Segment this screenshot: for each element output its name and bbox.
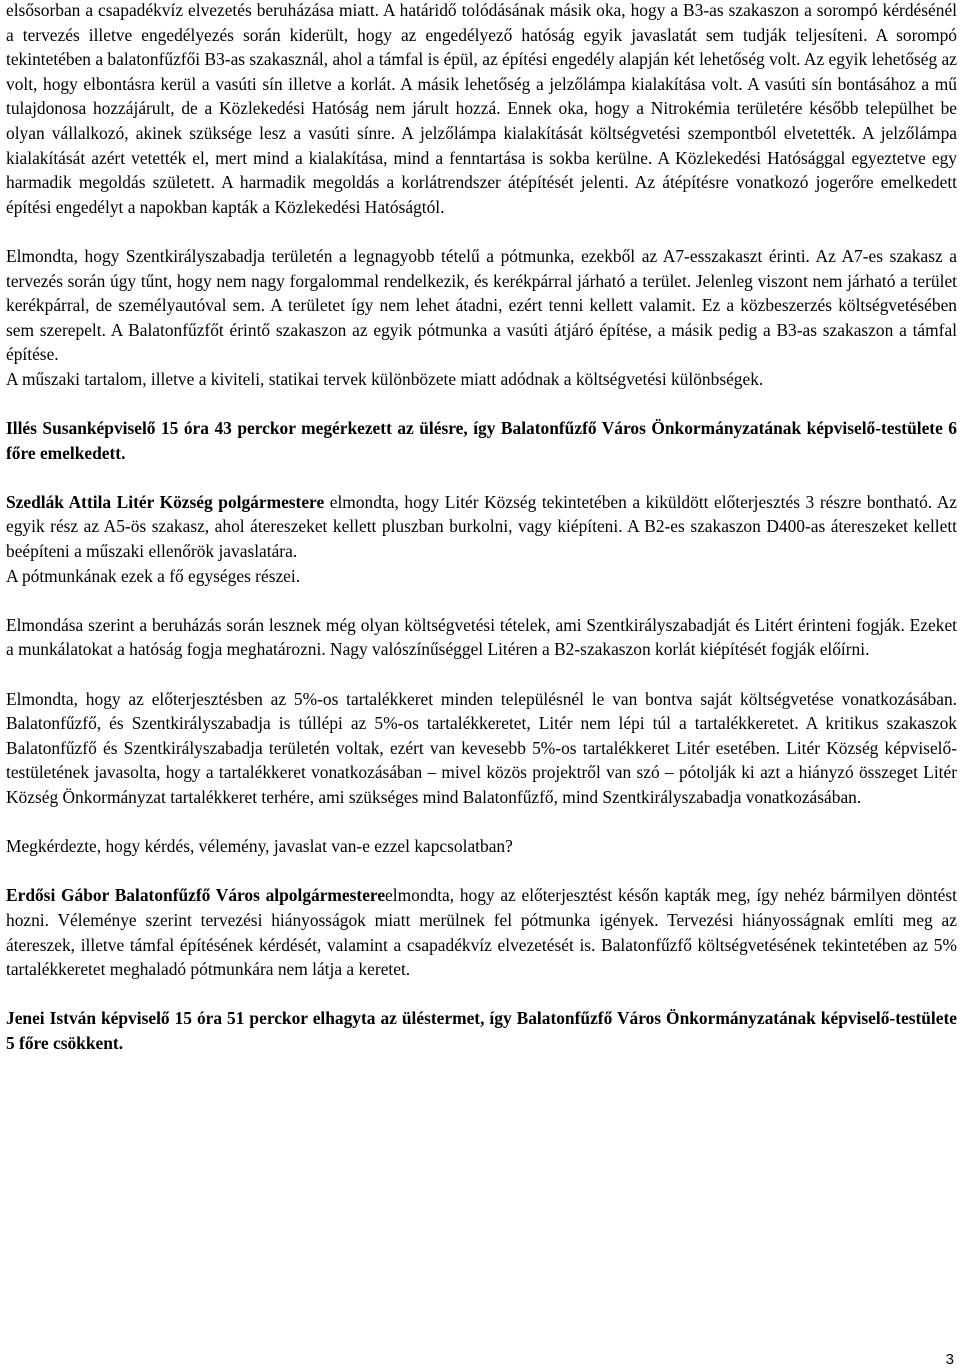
paragraph-railway-barrier: elsősorban a csapadékvíz elvezetés beruházása miatt. A határidő tolódásának másik oka, hogy a B3-as szakaszon a sorompó kérdésénél a tervezés illetve engedélyezés során kiderült, hogy az engedélyező hatóság egyik javaslatát sem tudják teljesíteni. A sorompó tekintetében a balatonfűzfői B3-as szakasznál, ahol a támfal is épül, az építési engedély alapján két lehetőség volt. Az egyik lehetőség az volt, hogy elbontásra kerül a vasúti sín illetve a korlát. A másik lehetőség a jelzőlámpa kialakítása volt. A vasúti sín bontásához a mű tulajdonosa hozzájárult, de a Közlekedési Hatóság nem járult hozzá. Ennek oka, hogy a Nitrokémia területére később települhet be olyan vállalkozó, akinek szüksége lesz a vasúti sínre. A jelzőlámpa kialakítását költségvetési szempontból elvetették. A jelzőlámpa kialakítását azért vetették el, mert mind a kialakítása, mind a fenntartása is sokba kerülne. A Közlekedési Hatósággal egyeztetve egy harmadik megoldás született. A harmadik megoldás a korlátrendszer átépítését jelenti. Az átépítésre vonatkozó jogerőre emelkedett építési engedélyt a napokban kapták a Közlekedési Hatóságtól. — [6, 0, 957, 217]
paragraph-liter-mayor — [6, 490, 957, 564]
paragraph-arrival-notice: Illés Susanképviselő 15 óra 43 perckor megérkezett az ülésre, így Balatonfűzfő Város Önkormányzatának képviselő-testülete 6 főre emelkedett. — [6, 418, 957, 463]
speaker-statement: elmondta, hogy Litér Község tekintetében a kiküldött előterjesztés 3 részre bontható. Az egyik rész az A5-ös szakasz, ahol átereszeket kellett pluszban burkolni, vagy kiépíteni. A B2-es szakaszon D400-as átereszeket kellett beépíteni a műszaki ellenőrök javaslatára. — [6, 491, 957, 562]
paragraph-reserve-fund: Elmondta, hogy az előterjesztésben az 5%-os tartalékkeret minden településnél le van bontva saját költségvetése vonatkozásában. Balatonfűzfő, és Szentkirályszabadja is túllépi az 5%-os tartalékkeretet, Litér nem lépi túl a tartalékkeretet. A kritikus szakaszok Balatonfűzfő és Szentkirályszabadja területén voltak, ezért van kevesebb 5%-os tartalékkeret Litér esetében. Litér Község képviselő-testületének javasolta, hogy a tartalékkeret vonatkozásában – mivel közös projektről van szó – pótolják ki azt a hiányzó összeget Litér Község Önkormányzat tartalékkeret terhére, ami szükséges mind Balatonfűzfő, mind Szentkirályszabadja vonatkozásában. — [6, 688, 957, 807]
speaker-name: Szedlák Attila Litér Község polgármestere — [6, 491, 325, 512]
paragraph-departure-notice: Jenei István képviselő 15 óra 51 perckor elhagyta az üléstermet, így Balatonfűzfő Város Önkormányzatának képviselő-testülete 5 főre csökkent. — [6, 1008, 957, 1053]
paragraph-deputy-mayor — [6, 883, 957, 981]
page-number: 3 — [945, 1351, 954, 1368]
paragraph-cost-difference: A műszaki tartalom, illetve a kiviteli, statikai tervek különbözete miatt adódnak a költségvetési különbségek. — [6, 368, 764, 389]
speaker-statement: elmondta, hogy az előterjesztést későn kapták meg, így nehéz bármilyen döntést hozni. Véleménye szerint tervezési hiányosságok miatt merülnek fel pótmunka igények. Tervezési hiányosságnak említi meg az átereszek, illetve támfal építésének kérdését, valamint a csapadékvíz elvezetését is. Balatonfűzfő költségvetésének tekintetében az 5% tartalékkeretet meghaladó pótmunkára nem látja a keretet. — [6, 885, 957, 980]
document-page — [6, 0, 957, 1056]
paragraph-future-items: Elmondása szerint a beruházás során lesznek még olyan költségvetési tételek, ami Szentkirályszabadját és Litért érinteni fogják. Ezeket a munkálatokat a hatóság fogja meghatározni. Nagy valószínűséggel Litéren a B2-szakaszon korlát kiépítését fogják előírni. — [6, 614, 957, 660]
paragraph-question: Megkérdezte, hogy kérdés, vélemény, javaslat van-e ezzel kapcsolatban? — [6, 836, 513, 857]
speaker-name: Erdősi Gábor Balatonfűzfő Város alpolgármestere — [6, 885, 386, 906]
paragraph-szentkiralyszabadja: Elmondta, hogy Szentkirályszabadja területén a legnagyobb tételű a pótmunka, ezekből az A7-esszakaszt érinti. Az A7-es szakasz a tervezés során úgy tűnt, hogy nem nagy forgalommal rendelkezik, és kerékpárral járható a terület. Jelenleg viszont nem járható a terület kerékpárral, de személyautóval sem. A területet így nem lehet átadni, ezért tenni kellett valamit. Ez a közbeszerzés költségvetésében sem szerepelt. A Balatonfűzfőt érintő szakaszon az egyik pótmunka a vasúti átjáró építése, a másik pedig a B3-as szakaszon a támfal építése. — [6, 245, 957, 365]
paragraph-main-parts: A pótmunkának ezek a fő egységes részei. — [6, 565, 301, 586]
